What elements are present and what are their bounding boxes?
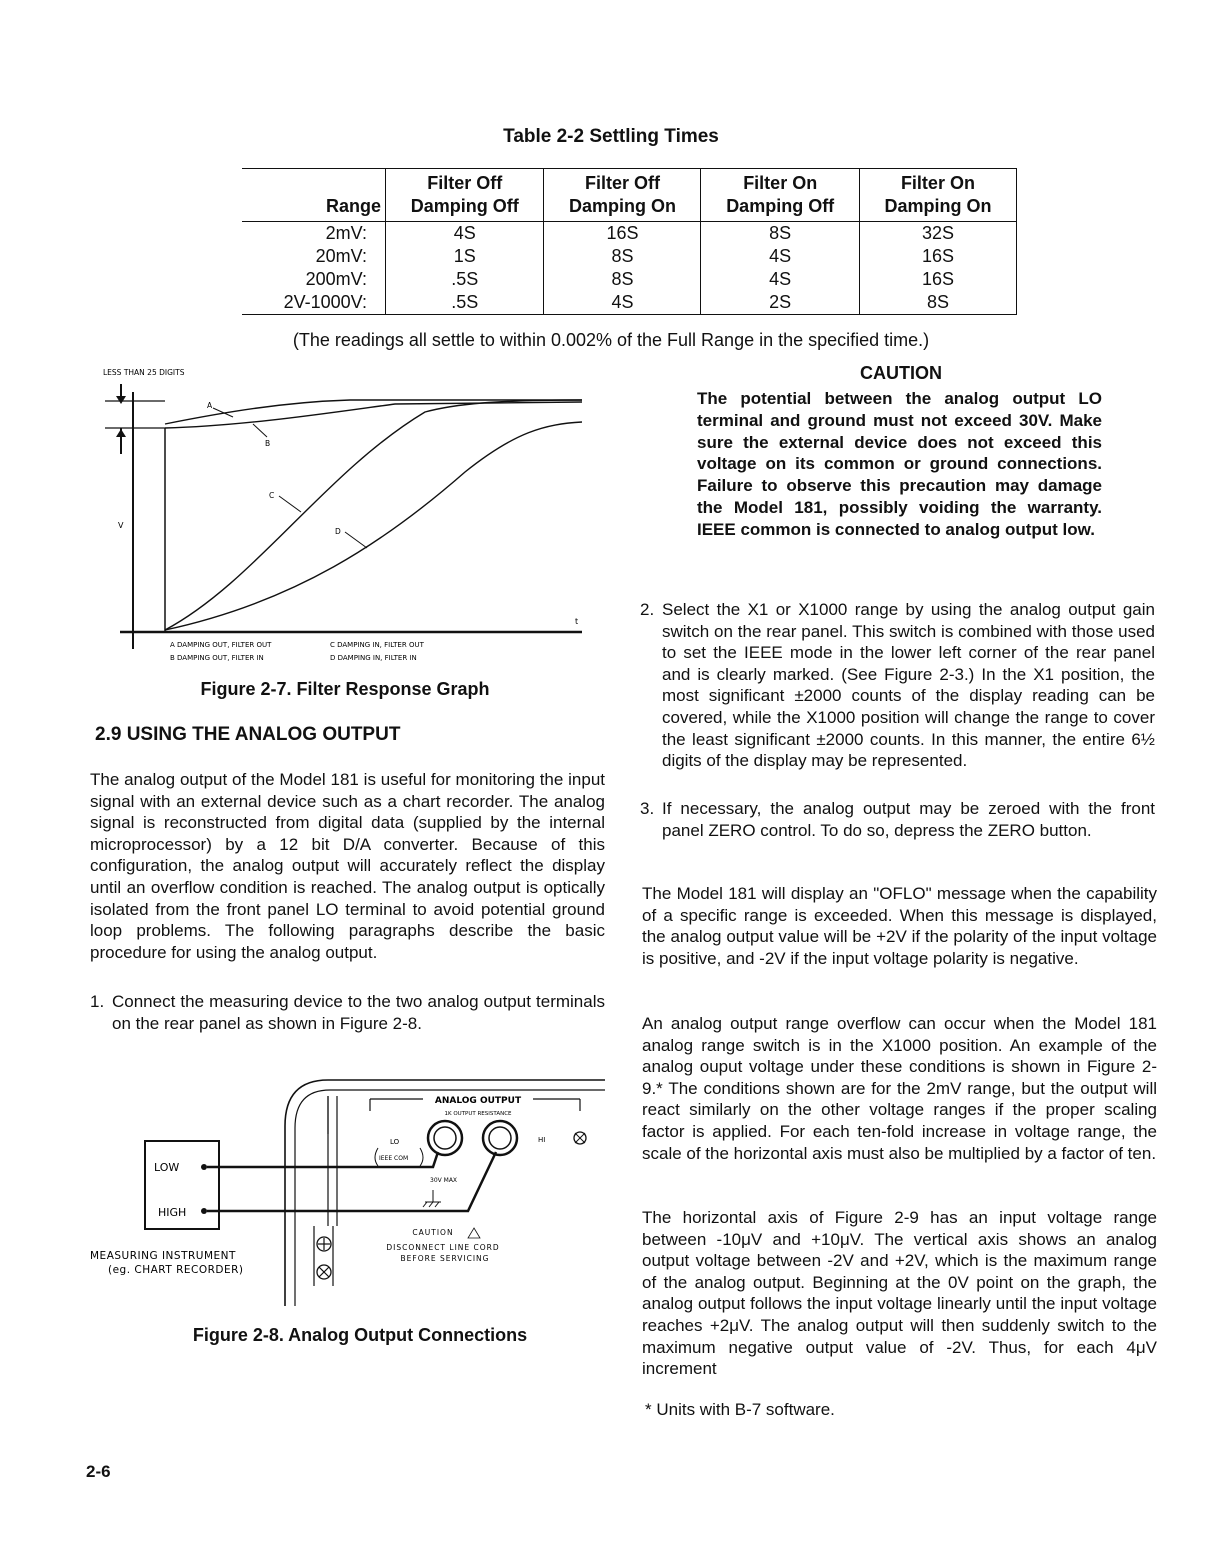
table-cell: 2mV: [325, 223, 367, 243]
curve-d [165, 422, 582, 630]
table-row [242, 245, 1017, 268]
table-cell: 200mV: [305, 269, 367, 289]
curve-c [165, 400, 582, 630]
section-intro: The analog output of the Model 181 is useful for monitoring the input signal with an external device such as a chart recorder. The analog signal is reconstructed from digital data (supplied by the internal microprocessor) by a 12 bit D/A converter. Because of this configuration, the analog output will accurately reflect the display until an overflow condition is reached. The analog output is optically isolated from the front panel LO terminal to avoid potential ground loop problems. The following paragraphs describe the basic procedure for using the analog output. [90, 770, 605, 962]
curve-label-d: D [335, 527, 341, 536]
table-cell: 4S [386, 222, 544, 246]
footnote: * Units with B-7 software. [645, 1400, 835, 1419]
analog-output-label: ANALOG OUTPUT [434, 1096, 522, 1106]
section-heading: 2.9 USING THE ANALOG OUTPUT [95, 724, 401, 745]
legend-b: B DAMPING OUT, FILTER IN [170, 654, 264, 662]
table-row [242, 291, 1017, 315]
lo-terminal [428, 1121, 462, 1155]
caution-line-1: DISCONNECT LINE CORD [386, 1243, 500, 1252]
table-cell: 2V-1000V: [242, 291, 386, 315]
analog-output-connections-diagram [88, 1066, 608, 1311]
table-cell: 8S [544, 268, 701, 291]
curve-label-a: A [207, 401, 213, 410]
step-number: 3. [640, 799, 655, 818]
low-label: LOW [154, 1161, 180, 1174]
table-row [242, 268, 1017, 291]
overflow-paragraph: An analog output range overflow can occur when the Model 181 analog range switch is in the X1000 position. An example of the analog ouput voltage under these conditions is shown in Figure 2-9.* The conditions shown are for the 2mV range, but the output will react similarly on the other voltage ranges if the proper scaling factor is applied. For each ten-fold increase in voltage range, the scale of the horizontal axis must also be multiplied by a factor of ten. [642, 1014, 1157, 1163]
table-cell: .5S [386, 268, 544, 291]
figure7-caption: Figure 2-7. Filter Response Graph [200, 679, 490, 699]
warning-icon [468, 1228, 480, 1238]
lo-label: LO [390, 1138, 400, 1146]
table-cell: 16S [544, 222, 701, 246]
ieee-com-label: IEEE COM [379, 1155, 409, 1162]
instrument-example: (eg. CHART RECORDER) [108, 1264, 244, 1276]
graph-top-label: LESS THAN 25 DIGITS [103, 368, 185, 377]
column-header: Filter Off Damping On [544, 169, 701, 222]
oflo-paragraph: The Model 181 will display an "OFLO" message when the capability of a specific range is exceeded. When this message is displayed, the analog output value will be +2V if the polarity of the input voltage is positive, and -2V if the input voltage polarity is negative. [642, 884, 1157, 968]
step-1 [90, 991, 605, 1034]
curve-label-c: C [269, 491, 275, 500]
table-cell: 20mV: [315, 246, 367, 266]
caution-body: The potential between the analog output LO terminal and ground must not exceed 30V. Make sure the external device does not exceed this voltage on its common or ground connections. Failure to observe this precaution may damage the Model 181, possibly voiding the warranty. IEEE common is connected to analog output low. [697, 389, 1102, 539]
caution-line-2: BEFORE SERVICING [400, 1254, 490, 1263]
settling-times-table [242, 168, 1017, 315]
instrument-label: MEASURING INSTRUMENT [90, 1250, 236, 1262]
column-header: Filter On Damping On [859, 169, 1016, 222]
step-number: 2. [640, 600, 655, 619]
filter-response-graph [95, 362, 595, 672]
step-number: 1. [90, 992, 105, 1011]
caution-word: CAUTION [412, 1228, 454, 1237]
column-header: Range [242, 169, 386, 222]
table-cell: 32S [859, 222, 1016, 246]
curve-a [165, 400, 582, 424]
step-2 [640, 599, 1155, 772]
legend-c: C DAMPING IN, FILTER OUT [330, 641, 424, 649]
horizontal-axis-paragraph: The horizontal axis of Figure 2-9 has an input voltage range between -10μV and +10μV. The vertical axis shows an analog output voltage between -2V and +2V, which is the maximum range of the analog output. Beginning at the 0V point on the graph, the analog output follows the input voltage linearly until the input voltage reaches +2μV. The analog output will then suddenly switch to the maximum negative output value of -2V. Thus, for each 4μV increment [642, 1208, 1157, 1379]
v-axis-label: V [118, 521, 124, 530]
table-header-row [242, 169, 1017, 222]
table-cell: 16S [859, 245, 1016, 268]
table-row [242, 222, 1017, 246]
max-voltage-label: 30V MAX [430, 1177, 458, 1184]
output-resistance-label: 1K OUTPUT RESISTANCE [444, 1111, 512, 1117]
table-cell: 4S [701, 245, 859, 268]
table-cell: 8S [859, 291, 1016, 315]
table-cell: 1S [386, 245, 544, 268]
step-3 [640, 798, 1155, 841]
high-label: HIGH [158, 1206, 187, 1219]
step-text: If necessary, the analog output may be zeroed with the front panel ZERO control. To do so, depress the ZERO button. [662, 799, 1155, 840]
table-cell: 4S [544, 291, 701, 315]
legend-d: D DAMPING IN, FILTER IN [330, 654, 417, 662]
legend-a: A DAMPING OUT, FILTER OUT [170, 641, 272, 649]
figure8-caption: Figure 2-8. Analog Output Connections [192, 1325, 528, 1345]
table-cell: 16S [859, 268, 1016, 291]
table-cell: 8S [544, 245, 701, 268]
page-number: 2-6 [86, 1462, 111, 1481]
column-header: Filter Off Damping Off [386, 169, 544, 222]
hi-terminal [483, 1121, 517, 1155]
hi-label: HI [538, 1136, 546, 1144]
step-text: Select the X1 or X1000 range by using the analog output gain switch on the rear panel. This switch is combined with those used to set the IEEE mode in the lower left corner of the rear panel and is clearly marked. (See Figure 2-3.) In the X1 position, the most significant ±2000 counts of the display reading can be covered, while the X1000 position will change the range to cover the least significant ±2000 counts. In this manner, the entire 6½ digits of the display may be represented. [662, 600, 1155, 771]
step-text: Connect the measuring device to the two analog output terminals on the rear panel as shown in Figure 2-8. [112, 992, 605, 1033]
table-note: (The readings all settle to within 0.002% of the Full Range in the specified time.) [292, 330, 930, 350]
table-cell: 4S [701, 268, 859, 291]
table-cell: 8S [701, 222, 859, 246]
table-title: Table 2-2 Settling Times [503, 126, 719, 147]
t-axis-label: t [575, 617, 579, 626]
table-cell: 2S [701, 291, 859, 315]
column-header: Filter On Damping Off [701, 169, 859, 222]
caution-title: CAUTION [860, 363, 942, 383]
curve-label-b: B [265, 439, 271, 448]
table-cell: .5S [386, 291, 544, 315]
